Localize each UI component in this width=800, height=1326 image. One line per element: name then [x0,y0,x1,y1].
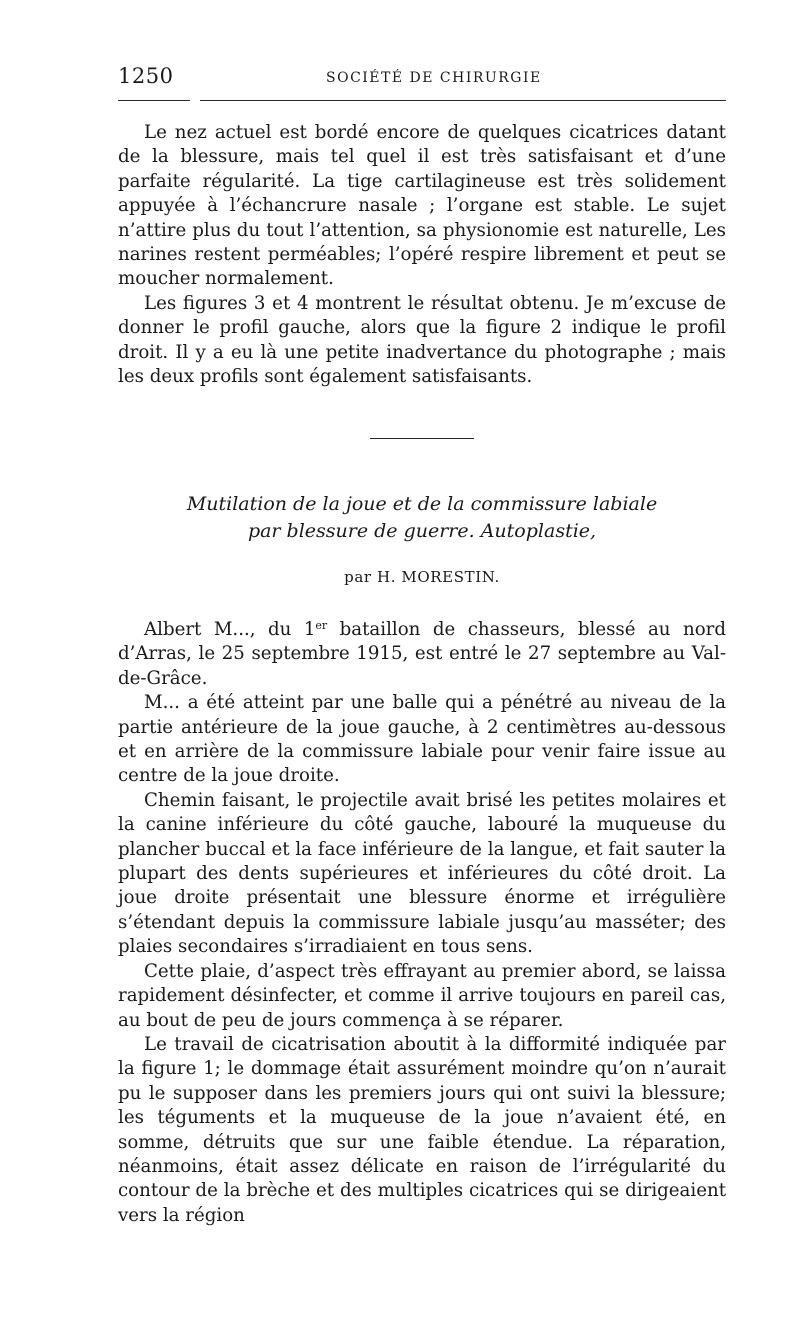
header-rule-left [118,100,190,101]
page-number: 1250 [118,64,174,88]
paragraph-text: Albert M..., du 1 [144,619,316,640]
article-body [118,618,726,1228]
running-head: SOCIÉTÉ DE CHIRURGIE [326,70,542,86]
paragraph [118,618,726,691]
paragraph: Le nez actuel est bordé encore de quelques cicatrices datant de la blessure, mais tel quel il est très satisfaisant et d’une parfaite régularité. La tige cartilagineuse est très solidement appuyée à l’échancrure nasale ; l’organe est stable. Le sujet n’attire plus du tout l’attention, sa physionomie est naturelle, Les narines restent perméables; l’opéré respire librement et peut se moucher normalement. [118,122,726,290]
paragraph: M... a été atteint par une balle qui a pénétré au niveau de la partie antérieure de la joue gauche, à 2 centimètres au-dessous et en arrière de la commissure labiale pour venir faire issue au centre de la joue droite. [118,692,726,787]
paragraph: Chemin faisant, le projectile avait brisé les petites molaires et la canine inférieure du côté gauche, labouré la muqueuse du plancher buccal et la face inférieure de la langue, et fait sauter la plupart des dents supérieures et inférieures du côté droit. La joue droite présentait une blessure énorme et irrégulière s’étendant depuis la commissure labiale jusqu’au masséter; des plaies secondaires s’irradiaient en tous sens. [118,789,726,958]
previous-article-conclusion [118,121,726,389]
paragraph: Le travail de cicatrisation aboutit à la difformité indiquée par la figure 1; le dommage était assurément moindre qu’on n’aurait pu le supposer dans les premiers jours qui ont suivi la blessure; les téguments et la muqueuse de la joue n’avaient été, en somme, détruits que sur une faible étendue. La réparation, néanmoins, était assez délicate en raison de l’irrégularité du contour de la brèche et des multiples cicatrices qui se dirigeaient vers la région [118,1033,726,1226]
title-line: Mutilation de la joue et de la commissure labiale [186,493,658,515]
paragraph: Cette plaie, d’aspect très effrayant au premier abord, se laissa rapidement désinfecter, et comme il arrive toujours en pareil cas, au bout de peu de jours commença à se réparer. [118,960,726,1031]
header-rule-right [200,100,726,101]
author-byline: par H. MORESTIN. [344,568,500,586]
ordinal-suffix: er [315,619,328,632]
title-line: par blessure de guerre. Autoplastie, [247,520,597,542]
page-header [118,64,726,94]
paragraph: Les figures 3 et 4 montrent le résultat obtenu. Je m’excuse de donner le profil gauche, alors que la figure 2 indique le profil droit. Il y a eu là une petite inadvertance du photographe ; mais les deux profils sont également satisfaisants. [118,292,726,388]
section-separator [370,438,474,439]
article-title [118,491,726,545]
paragraph-text: bataillon de chasseurs, blessé au nord d’Arras, le 25 septembre 1915, est entré le 27 septembre au Val-de-Grâce. [118,619,726,689]
